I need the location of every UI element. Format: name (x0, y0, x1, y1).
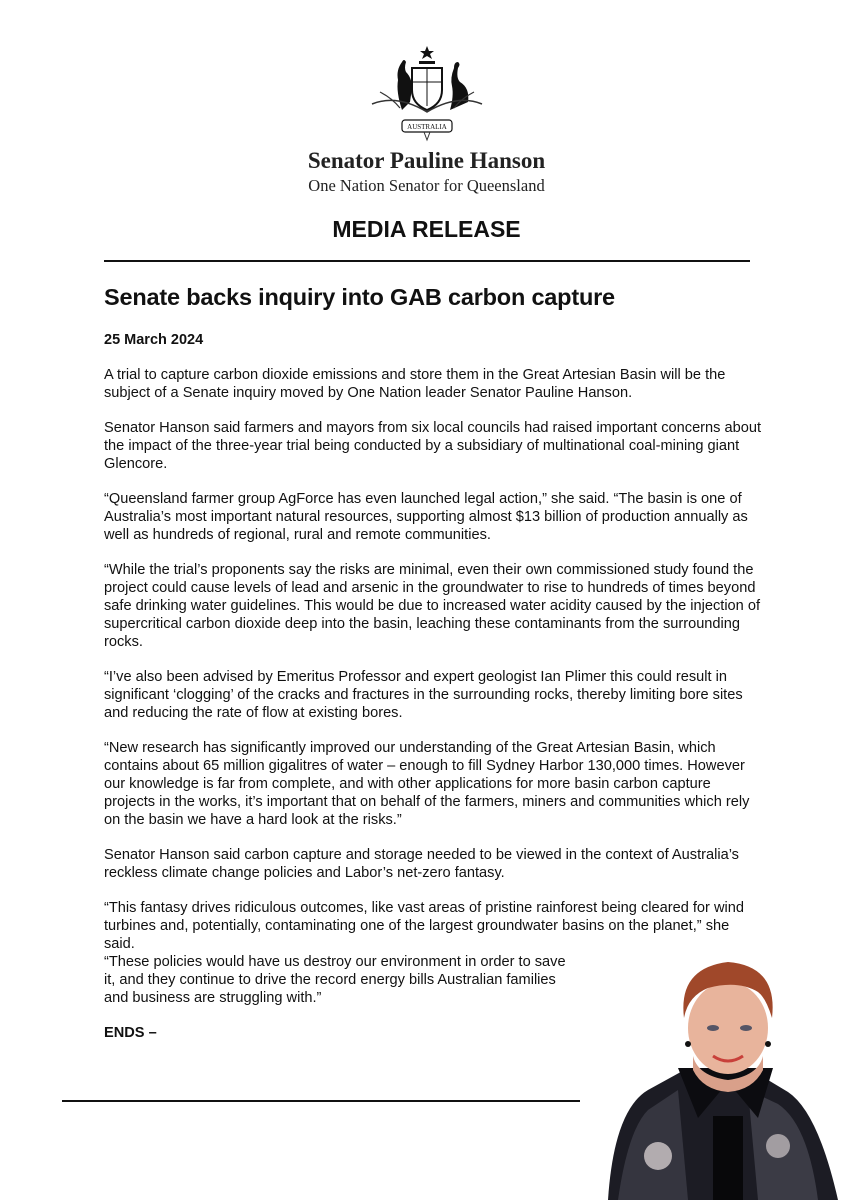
ends-marker: ENDS – (104, 1025, 157, 1041)
senator-name: Senator Pauline Hanson (307, 148, 546, 173)
release-type-heading: MEDIA RELEASE (332, 216, 521, 242)
paragraph: “New research has significantly improved our understanding of the Great Artesian Basin, which contains about 65 million gigalitres of water – enough to fill Sydney Harbor 130,000 times. However our knowledge is far from complete, and with other applications for more basin carbon capture projects in the works, it’s important that on behalf of the farmers, miners and communities which rely on the basin we have a hard look at the risks.” (104, 740, 750, 828)
paragraph: “While the trial’s proponents say the risks are minimal, even their own commissioned study found the project could cause levels of lead and arsenic in the groundwater to rise to hundreds of times beyond safe drinking water guidelines. This would be due to increased water acidity caused by the injection of supercritical carbon dioxide deep into the basin, leaching these contaminants from the surrounding rocks. (104, 562, 761, 650)
paragraph: “I’ve also been advised by Emeritus Professor and expert geologist Ian Plimer this could result in significant ‘clogging’ of the cracks and fractures in the surrounding rocks, thereby limiting bore sites and reducing the rate of flow at existing bores. (104, 669, 743, 721)
paragraph: Senator Hanson said carbon capture and storage needed to be viewed in the context of Australia’s reckless climate change policies and Labor’s net-zero fantasy. (104, 847, 739, 881)
senator-portrait-image (598, 956, 853, 1200)
paragraph (104, 899, 764, 953)
paragraph: “Queensland farmer group AgForce has even launched legal action,” she said. “The basin is one of Australia’s most important natural resources, supporting almost $13 billion of production annually as well as hundreds of regional, rural and remote communities. (104, 491, 748, 543)
footer-divider (62, 1100, 580, 1102)
senator-subtitle: One Nation Senator for Queensland (308, 176, 545, 195)
paragraph: “These policies would have us destroy our environment in order to save it, and they continue to drive the record energy bills Australian families and business are struggling with.” (104, 954, 566, 1006)
crest-label: AUSTRALIA (407, 123, 447, 131)
header-divider (104, 260, 750, 262)
paragraph: Senator Hanson said farmers and mayors from six local councils had raised important concerns about the impact of the three-year trial being conducted by a subsidiary of multinational coal-mining giant Glencore. (104, 420, 762, 472)
paragraph-part: “This fantasy drives ridiculous outcomes, like vast areas of pristine rainforest being cleared for wind turbines and, potentially, contaminating one of the largest groundwater basins on the planet,” she said. (104, 900, 744, 952)
paragraph: A trial to capture carbon dioxide emissions and store them in the Great Artesian Basin will be the subject of a Senate inquiry moved by One Nation leader Senator Pauline Hanson. (104, 367, 726, 401)
headline: Senate backs inquiry into GAB carbon capture (104, 284, 615, 310)
release-date: 25 March 2024 (104, 332, 204, 348)
coat-of-arms-icon (362, 44, 492, 144)
